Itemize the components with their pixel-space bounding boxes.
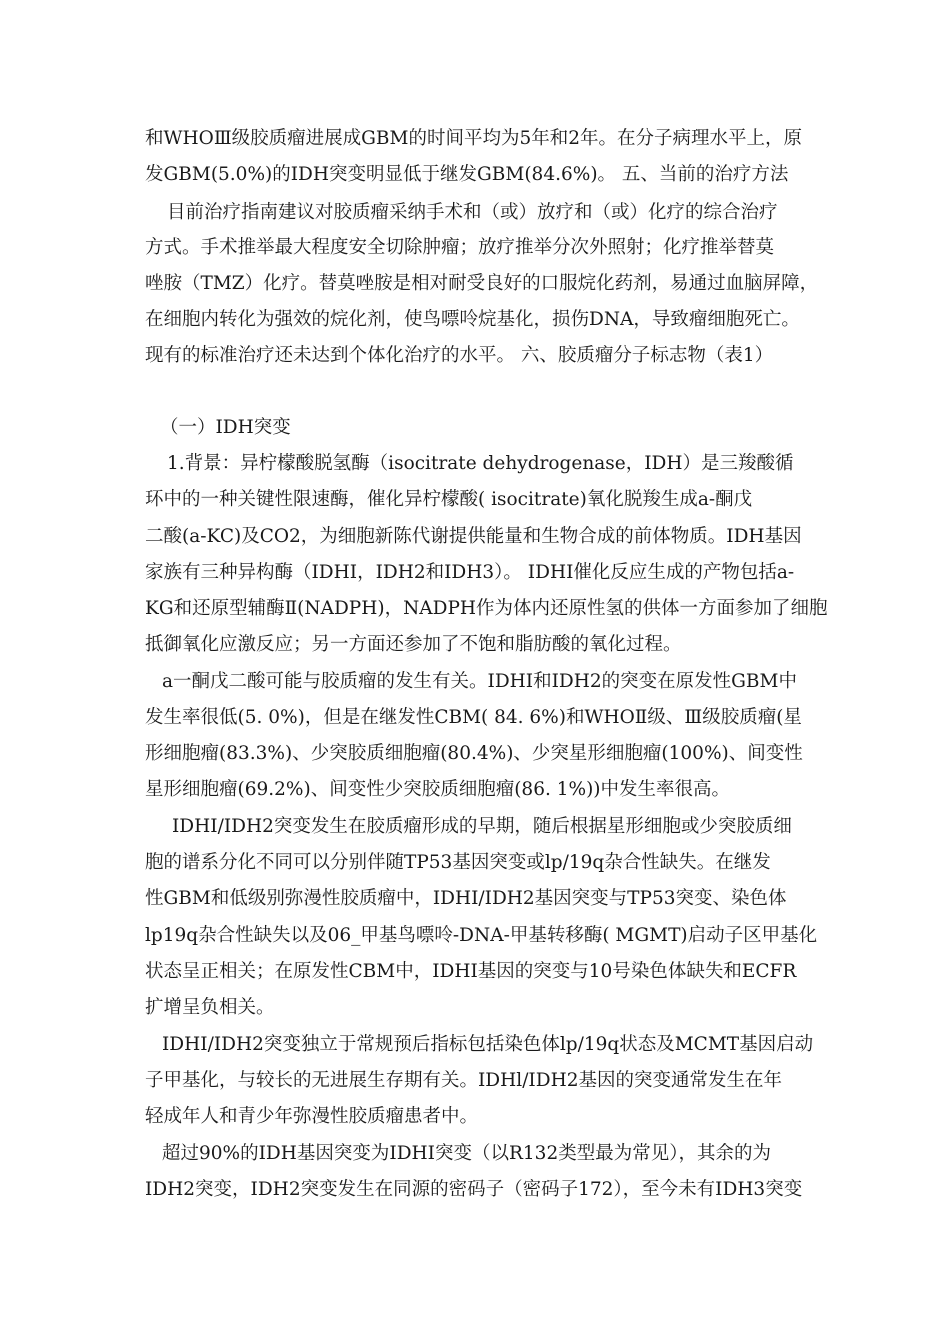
text-line: 环中的一种关键性限速酶，催化异柠檬酸( isocitrate)氧化脱羧生成a-酮戊 <box>145 489 753 510</box>
text-line: IDH2突变，IDH2突变发生在同源的密码子（密码子172），至今未有IDH3突变 <box>145 1179 803 1200</box>
text-line: KG和还原型辅酶Ⅱ(NADPH)，NADPH作为体内还原性氢的供体一方面参加了细胞 <box>145 598 828 619</box>
text-line: 性GBM和低级别弥漫性胶质瘤中，IDHI/IDH2基因突变与TP53突变、染色体 <box>145 888 787 909</box>
text-line: 星形细胞瘤(69.2%)、间变性少突胶质细胞瘤(86. 1%))中发生率很高。 <box>145 779 731 800</box>
text-line: lp19q杂合性缺失以及06_甲基鸟嘌呤-DNA-甲基转移酶( MGMT)启动子区甲基化 <box>145 925 818 946</box>
text-line: 二酸(a-KC)及CO2，为细胞新陈代谢提供能量和生物合成的前体物质。IDH基因 <box>145 526 802 547</box>
text-line: 目前治疗指南建议对胶质瘤采纳手术和（或）放疗和（或）化疗的综合治疗 <box>167 202 778 223</box>
text-line: IDHI/IDH2突变发生在胶质瘤形成的早期，随后根据星形细胞或少突胶质细 <box>172 816 792 837</box>
text-line: 子甲基化，与较长的无进展生存期有关。IDHl/IDH2基因的突变通常发生在年 <box>145 1070 782 1091</box>
text-line: 超过90%的IDH基因突变为IDHI突变（以R132类型最为常见），其余的为 <box>162 1143 771 1164</box>
text-line: a一酮戊二酸可能与胶质瘤的发生有关。IDHI和IDH2的突变在原发性GBM中 <box>162 671 797 692</box>
text-line: 抵御氧化应激反应；另一方面还参加了不饱和脂肪酸的氧化过程。 <box>145 634 682 655</box>
text-line: 发生率很低(5. 0%)，但是在继发性CBM( 84. 6%)和WHOⅡ级、Ⅲ级胶质瘤(星 <box>145 707 802 728</box>
section-heading: （一）IDH突变 <box>160 417 291 438</box>
text-line: 状态呈正相关；在原发性CBM中，IDHI基因的突变与10号染色体缺失和ECFR <box>145 961 797 982</box>
text-line: 扩增呈负相关。 <box>145 997 275 1018</box>
text-line: 和WHOⅢ级胶质瘤进展成GBM的时间平均为5年和2年。在分子病理水平上，原 <box>145 128 803 149</box>
text-line: 1.背景：异柠檬酸脱氢酶（isocitrate dehydrogenase，IDH）是三羧酸循 <box>167 453 794 474</box>
text-line: 家族有三种异构酶（IDHI，IDH2和IDH3）。 IDHI催化反应生成的产物包括a- <box>145 562 795 583</box>
text-line: 现有的标准治疗还未达到个体化治疗的水平。 六、胶质瘤分子标志物（表1） <box>145 345 774 366</box>
text-line: 胞的谱系分化不同可以分别伴随TP53基因突变或lp/19q杂合性缺失。在继发 <box>145 852 771 873</box>
text-line: 轻成年人和青少年弥漫性胶质瘤患者中。 <box>145 1106 479 1127</box>
text-line: 方式。手术推举最大程度安全切除肿瘤；放疗推举分次外照射；化疗推举替莫 <box>145 237 775 258</box>
text-line: 唑胺（TMZ）化疗。替莫唑胺是相对耐受良好的口服烷化药剂，易通过血脑屏障， <box>145 273 819 294</box>
text-line: 发GBM(5.0%)的IDH突变明显低于继发GBM(84.6%)。 五、当前的治疗方法 <box>145 164 789 185</box>
text-line: IDHI/IDH2突变独立于常规预后指标包括染色体lp/19q状态及MCMT基因启动 <box>162 1034 814 1055</box>
text-line: 形细胞瘤(83.3%)、少突胶质细胞瘤(80.4%)、少突星形细胞瘤(100%)、间变性 <box>145 743 803 764</box>
text-line: 在细胞内转化为强效的烷化剂，使鸟嘌呤烷基化，损伤DNA，导致瘤细胞死亡。 <box>145 309 800 330</box>
